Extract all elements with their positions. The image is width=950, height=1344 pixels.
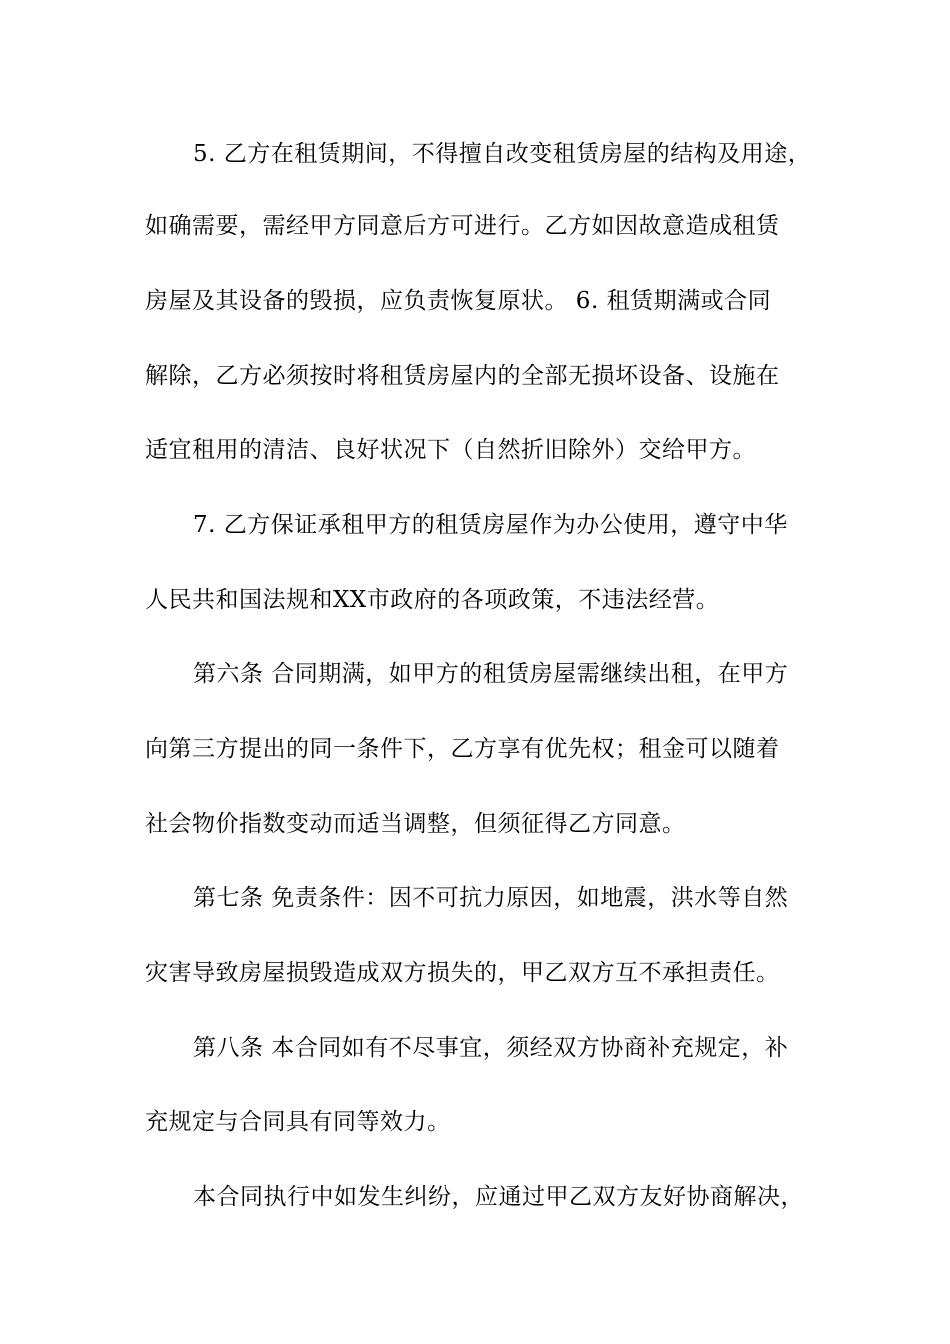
line-text: 第八条 本合同如有不尽事宜，须经双方协商补充规定，补 [193, 1035, 789, 1061]
line-text: 第七条 免责条件：因不可抗力原因，如地震，洪水等自然 [193, 885, 789, 911]
line-text: 人民共和国法规和XX市政府的各项政策，不违法经营。 [145, 587, 720, 613]
line-text: 如确需要，需经甲方同意后方可进行。乙方如因故意造成租赁 [145, 213, 780, 239]
line-text: 第六条 合同期满，如甲方的租赁房屋需继续出租，在甲方 [193, 661, 789, 687]
line-text: 社会物价指数变动而适当调整，但须征得乙方同意。 [145, 811, 686, 837]
line-text: 向第三方提出的同一条件下，乙方享有优先权；租金可以随着 [145, 736, 780, 762]
line-text: 适宜租用的清洁、良好状况下（自然折旧除外）交给甲方。 [145, 437, 756, 463]
line-text: 解除，乙方必须按时将租赁房屋内的全部无损坏设备、设施在 [145, 363, 780, 389]
line-text: 充规定与合同具有同等效力。 [145, 1109, 451, 1135]
line-text: 7. 乙方保证承租甲方的租赁房屋作为办公使用，遵守中华 [193, 512, 788, 538]
line-text: 本合同执行中如发生纠纷，应通过甲乙双方友好协商解决， [193, 1184, 804, 1210]
line-text: 灾害导致房屋损毁造成双方损失的，甲乙双方互不承担责任。 [145, 960, 780, 986]
line-text: 房屋及其设备的毁损，应负责恢复原状。 6. 租赁期满或合同 [145, 288, 772, 314]
line-text: 5. 乙方在租赁期间，不得擅自改变租赁房屋的结构及用途， [193, 141, 812, 167]
